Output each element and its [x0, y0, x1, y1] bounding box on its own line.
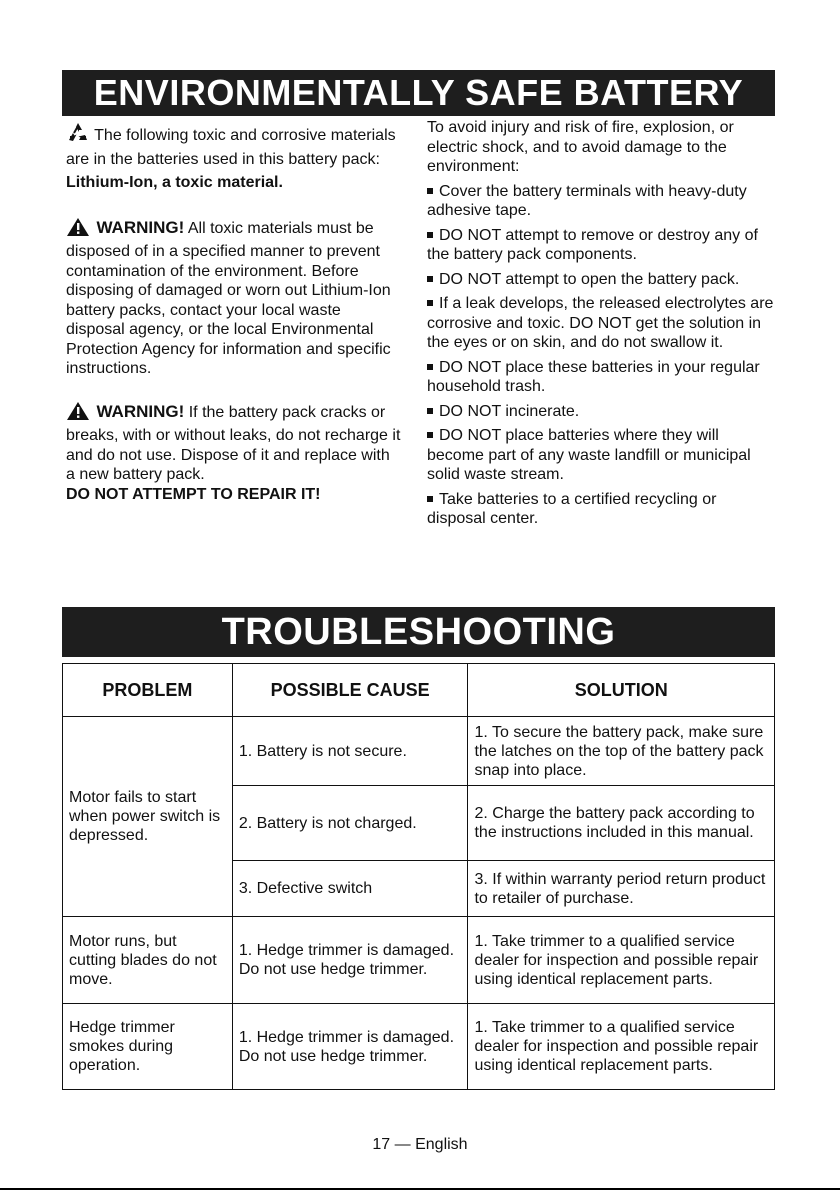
recycle-icon: [66, 122, 90, 150]
warning-1-text: All toxic materials must be disposed of in a specified manner to prevent contamination of the environment. Before disposing of damaged or worn out Lithium-Ion battery packs, contact your local waste disposal agency, or the local Environmental Protection Agency for information and specific instructions.: [66, 219, 391, 377]
bullet-icon: [427, 188, 433, 194]
header-problem: PROBLEM: [63, 664, 233, 717]
bullet-item: DO NOT attempt to remove or destroy any of the battery pack components.: [427, 226, 758, 263]
intro-text: The following toxic and corrosive materials are in the batteries used in this battery pack:: [66, 127, 396, 168]
solution-cell: 1. To secure the battery pack, make sure the latches on the top of the battery pack snap into place.: [468, 717, 775, 786]
bullet-item: DO NOT attempt to open the battery pack.: [427, 270, 777, 290]
intro-paragraph: [66, 122, 401, 169]
solution-cell: 1. Take trimmer to a qualified service dealer for inspection and possible repair using identical replacement parts.: [468, 917, 775, 1004]
problem-cell: Motor runs, but cutting blades do not move.: [63, 917, 233, 1004]
problem-cell: Motor fails to start when power switch is depressed.: [63, 717, 233, 917]
bullet-item: DO NOT place batteries where they will become part of any waste landfill or municipal solid waste stream.: [427, 427, 751, 483]
warning-2-label: WARNING!: [96, 401, 185, 421]
bullet-item: Cover the battery terminals with heavy-duty adhesive tape.: [427, 182, 747, 219]
cause-cell: 1. Hedge trimmer is damaged. Do not use hedge trimmer.: [232, 917, 468, 1004]
warning-1-label: WARNING!: [96, 217, 185, 237]
bullet-icon: [427, 432, 433, 438]
table-row: [63, 717, 775, 786]
right-column: [427, 118, 777, 534]
warning-icon: [66, 217, 92, 243]
bullet-item: Take batteries to a certified recycling or disposal center.: [427, 490, 717, 527]
bullet-icon: [427, 364, 433, 370]
header-cause: POSSIBLE CAUSE: [232, 664, 468, 717]
solution-cell: 3. If within warranty period return product to retailer of purchase.: [468, 861, 775, 917]
solution-cell: 2. Charge the battery pack according to the instructions included in this manual.: [468, 786, 775, 861]
page-footer: 17 — English: [372, 1136, 468, 1153]
table-header-row: [63, 664, 775, 717]
warning-icon: [66, 401, 92, 427]
bullet-icon: [427, 408, 433, 414]
troubleshooting-banner: TROUBLESHOOTING: [62, 607, 775, 657]
disposal-banner: ENVIRONMENTALLY SAFE BATTERY DISPOSAL: [62, 70, 775, 116]
solution-cell: 1. Take trimmer to a qualified service dealer for inspection and possible repair using identical replacement parts.: [468, 1004, 775, 1090]
cause-cell: 1. Hedge trimmer is damaged. Do not use hedge trimmer.: [232, 1004, 468, 1090]
bullet-icon: [427, 496, 433, 502]
troubleshooting-table: [62, 663, 775, 1090]
header-solution: SOLUTION: [468, 664, 775, 717]
bottom-rule: [0, 1188, 840, 1190]
warning-2-text: If the battery pack cracks or breaks, with or without leaks, do not recharge it and do not use. Dispose of it and replace with a new battery pack.: [66, 403, 401, 483]
cause-cell: 1. Battery is not secure.: [232, 717, 468, 786]
problem-cell: Hedge trimmer smokes during operation.: [63, 1004, 233, 1090]
bullet-item: If a leak develops, the released electrolytes are corrosive and toxic. DO NOT get the solution in the eyes or on skin, and do not swallow it.: [427, 295, 774, 351]
table-row: [63, 1004, 775, 1090]
bullet-item: DO NOT incinerate.: [427, 402, 777, 422]
cause-cell: 3. Defective switch: [232, 861, 468, 917]
warning-1: [66, 217, 401, 379]
bullet-icon: [427, 300, 433, 306]
table-row: [63, 917, 775, 1004]
bullet-icon: [427, 276, 433, 282]
material-text: Lithium-Ion, a toxic material.: [66, 174, 283, 191]
bullet-icon: [427, 232, 433, 238]
repair-warning: DO NOT ATTEMPT TO REPAIR IT!: [66, 485, 321, 503]
right-intro: To avoid injury and risk of fire, explosion, or electric shock, and to avoid damage to the environment:: [427, 119, 734, 175]
cause-cell: 2. Battery is not charged.: [232, 786, 468, 861]
left-column: [66, 122, 401, 504]
warning-2: [66, 401, 401, 485]
bullet-item: DO NOT place these batteries in your regular household trash.: [427, 358, 760, 395]
